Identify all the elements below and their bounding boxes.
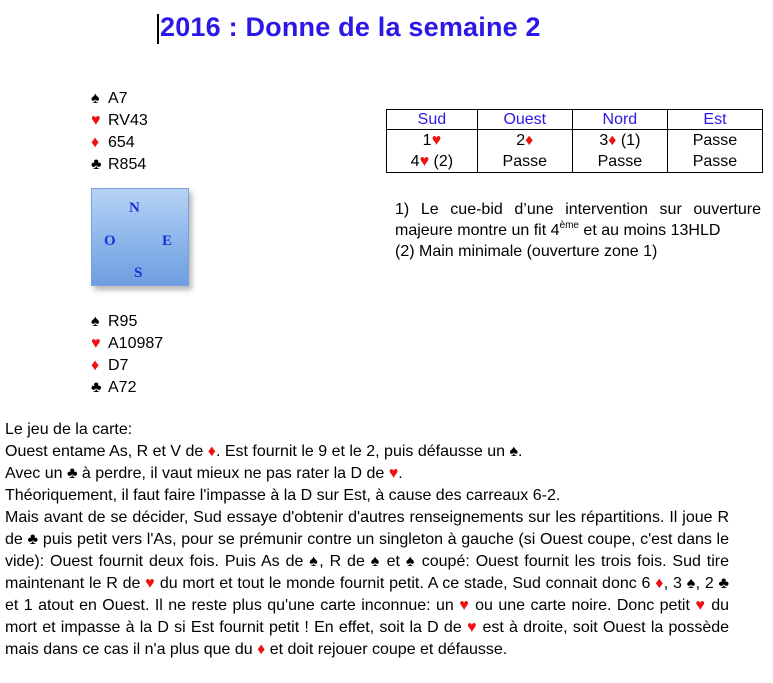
bidding-row [387, 130, 763, 152]
diamond-icon: ♦ [207, 443, 216, 460]
text: à perdre, il vaut mieux ne pas rater la D de [77, 465, 389, 482]
bid-note: (1) [616, 132, 641, 149]
note-1-superscript: ème [559, 220, 579, 231]
bid-cell [572, 151, 667, 173]
heart-icon: ♥ [431, 132, 442, 149]
play-line-3: Théoriquement, il faut faire l'impasse à la D sur Est, à cause des carreaux 6-2. [5, 487, 561, 504]
south-clubs-cards: A72 [108, 379, 137, 396]
text: puis petit vers l'As, pour se prémunir contre un singleton à gauche (si Ouest coupe, c'est dans le vide): Ouest fournit deux fois. Puis As de [5, 531, 729, 570]
note-1 [395, 199, 761, 241]
bid-cell [387, 151, 478, 173]
text: . [517, 443, 523, 460]
north-clubs-cards: R854 [108, 156, 147, 173]
text: . Est fournit le 9 et le 2, puis défausse un [215, 443, 510, 460]
heart-icon: ♥ [695, 597, 706, 614]
bid-cell [667, 151, 762, 173]
north-clubs-row [91, 154, 148, 176]
bidding-table [386, 109, 763, 173]
club-icon: ♣ [91, 156, 102, 173]
text: est à droite, soit Ouest la possède mais dans ce cas il n'a plus que du [5, 619, 730, 658]
bid-cell [387, 130, 478, 152]
diamond-icon: ♦ [525, 132, 534, 149]
spade-icon: ♠ [309, 553, 320, 570]
text: et doit rejouer coupe et défausse. [265, 641, 508, 658]
bid-cell [667, 130, 762, 152]
header-ouest: Ouest [477, 110, 572, 130]
south-diamonds-cards: D7 [108, 357, 129, 374]
compass-box [91, 188, 189, 286]
south-spades-row [91, 311, 163, 333]
header-nord: Nord [572, 110, 667, 130]
bid-pass: Passe [502, 153, 548, 170]
diamond-icon: ♦ [91, 357, 100, 374]
bid-pass: Passe [597, 153, 643, 170]
text: et [380, 553, 406, 570]
bidding-row [387, 151, 763, 173]
compass-east-label: E [162, 233, 173, 249]
bid-cell [477, 130, 572, 152]
text-cursor [157, 14, 159, 44]
bid-note: (2) [429, 153, 454, 170]
spade-icon: ♠ [91, 90, 100, 107]
diamond-icon: ♦ [655, 575, 664, 592]
club-icon: ♣ [91, 379, 102, 396]
south-diamonds-row [91, 355, 163, 377]
compass-north-label: N [129, 200, 140, 216]
north-diamonds-row [91, 132, 148, 154]
club-icon: ♣ [27, 531, 39, 548]
note-1-text: 1) Le cue-bid d’une intervention sur ouverture majeure montre un fit 4 [395, 201, 761, 239]
bidding-header-row [387, 110, 763, 130]
heart-icon: ♥ [91, 112, 101, 129]
bid-level: 2 [516, 132, 526, 149]
south-clubs-row [91, 377, 163, 399]
text: , R de [319, 553, 371, 570]
south-spades-cards: R95 [108, 313, 138, 330]
bid-level: 4 [410, 153, 420, 170]
header-sud: Sud [387, 110, 478, 130]
text: Avec un [5, 465, 67, 482]
club-icon: ♣ [718, 575, 730, 592]
bid-level: 1 [422, 132, 432, 149]
text: du mort et impasse à la D si Est fournit petit ! En effet, soit la D de [5, 597, 730, 636]
heart-icon: ♥ [459, 597, 470, 614]
note-2: (2) Main minimale (ouverture zone 1) [395, 243, 658, 260]
text: Ouest entame As, R et V de [5, 443, 208, 460]
text: , 2 [695, 575, 719, 592]
text: du mort et tout le monde fournit petit. A ce stade, Sud connait donc 6 [155, 575, 656, 592]
text: coupé: Ouest fournit les trois fois. Sud tire maintenant le R de [5, 553, 730, 592]
bid-level: 3 [599, 132, 609, 149]
diamond-icon: ♦ [257, 641, 266, 658]
text: . [398, 465, 403, 482]
text: et 1 atout en Ouest. Il ne reste plus qu'une carte inconnue: un [5, 597, 460, 614]
play-narrative [5, 419, 729, 661]
diamond-icon: ♦ [608, 132, 617, 149]
play-line-1 [5, 441, 729, 463]
text: Mais avant de se décider, Sud essaye d'obtenir d'autres renseignements sur les répartitions. Il joue R de [5, 509, 729, 548]
north-diamonds-cards: 654 [108, 134, 135, 151]
spade-icon: ♠ [686, 575, 696, 592]
heart-icon: ♥ [419, 153, 430, 170]
compass-south-label: S [134, 265, 143, 281]
play-line-2 [5, 463, 729, 485]
bid-pass: Passe [692, 153, 738, 170]
page-title: 2016 : Donne de la semaine 2 [160, 12, 541, 42]
diamond-icon: ♦ [91, 134, 100, 151]
heart-icon: ♥ [466, 619, 478, 636]
note-1-text-end: et au moins 13HLD [578, 222, 721, 239]
heart-icon: ♥ [145, 575, 156, 592]
spade-icon: ♠ [370, 553, 381, 570]
south-hearts-row [91, 333, 163, 355]
north-hearts-cards: RV43 [108, 112, 148, 129]
north-hand [91, 88, 148, 176]
spade-icon: ♠ [91, 313, 100, 330]
north-spades-cards: A7 [108, 90, 128, 107]
play-paragraph [5, 507, 729, 661]
south-hearts-cards: A10987 [108, 335, 164, 352]
text: ou une carte noire. Donc petit [469, 597, 696, 614]
text: , 3 [663, 575, 687, 592]
north-hearts-row [91, 110, 148, 132]
play-heading: Le jeu de la carte: [5, 421, 133, 438]
bid-pass: Passe [692, 132, 738, 149]
bidding-notes [395, 199, 761, 262]
spade-icon: ♠ [509, 443, 518, 460]
compass-west-label: O [104, 233, 116, 249]
heart-icon: ♥ [91, 335, 101, 352]
header-est: Est [667, 110, 762, 130]
bid-cell [572, 130, 667, 152]
bid-cell [477, 151, 572, 173]
heart-icon: ♥ [388, 465, 399, 482]
spade-icon: ♠ [405, 553, 416, 570]
south-hand [91, 311, 163, 399]
club-icon: ♣ [66, 465, 78, 482]
north-spades-row [91, 88, 148, 110]
